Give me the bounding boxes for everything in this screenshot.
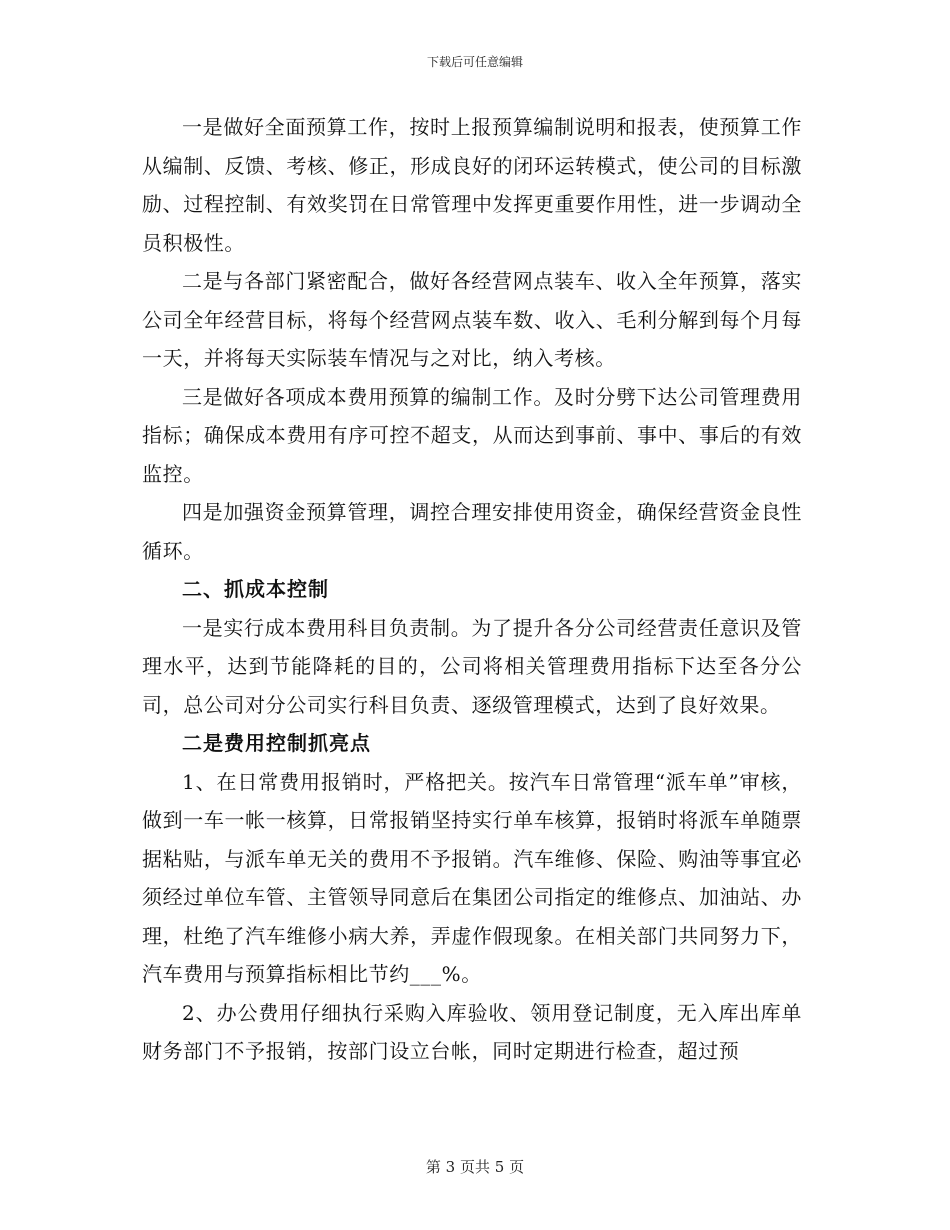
paragraph-budget-1: 一是做好全面预算工作，按时上报预算编制说明和报表，使预算工作从编制、反馈、考核、修正，形成良好的闭环运转模式，使公司的目标激励、过程控制、有效奖罚在日常管理中发挥更重要作用性，进一步调动全员积极性。 <box>142 115 802 255</box>
page-number: 第 3 页共 5 页 <box>425 1158 525 1176</box>
paragraph-office-expenses: 2、办公费用仔细执行采购入库验收、领用登记制度，无入库出库单财务部门不予报销，按部门设立台帐，同时定期进行检查，超过预 <box>142 1000 802 1063</box>
section-heading-cost-control: 二、抓成本控制 <box>182 577 329 601</box>
page-header-note: 下载后可任意编辑 <box>426 55 523 69</box>
paragraph-budget-3: 三是做好各项成本费用预算的编制工作。及时分劈下达公司管理费用指标；确保成本费用有序可控不超支，从而达到事前、事中、事后的有效监控。 <box>142 384 802 486</box>
document-body <box>142 108 802 1071</box>
paragraph-budget-2: 二是与各部门紧密配合，做好各经营网点装车、收入全年预算，落实公司全年经营目标，将每个经营网点装车数、收入、毛利分解到每个月每一天，并将每天实际装车情况与之对比，纳入考核。 <box>142 269 802 370</box>
subheading-expense-highlights: 二是费用控制抓亮点 <box>182 731 371 755</box>
paragraph-cost-responsibility: 一是实行成本费用科目负责制。为了提升各分公司经营责任意识及管理水平，达到节能降耗的目的，公司将相关管理费用指标下达至各分公司，总公司对分公司实行科目负责、逐级管理模式，达到了良好效果。 <box>142 615 802 717</box>
paragraph-vehicle-expenses: 1、在日常费用报销时，严格把关。按汽车日常管理“派车单”审核，做到一车一帐一核算，日常报销坚持实行单车核算，报销时将派车单随票据粘贴，与派车单无关的费用不予报销。汽车维修、保险、购油等事宜必须经过单位车管、主管领导同意后在集团公司指定的维修点、加油站、办理，杜绝了汽车维修小病大养，弄虚作假现象。在相关部门共同努力下，汽车费用与预算指标相比节约___%。 <box>142 769 802 986</box>
paragraph-budget-4: 四是加强资金预算管理，调控合理安排使用资金，确保经营资金良性循环。 <box>142 500 802 563</box>
